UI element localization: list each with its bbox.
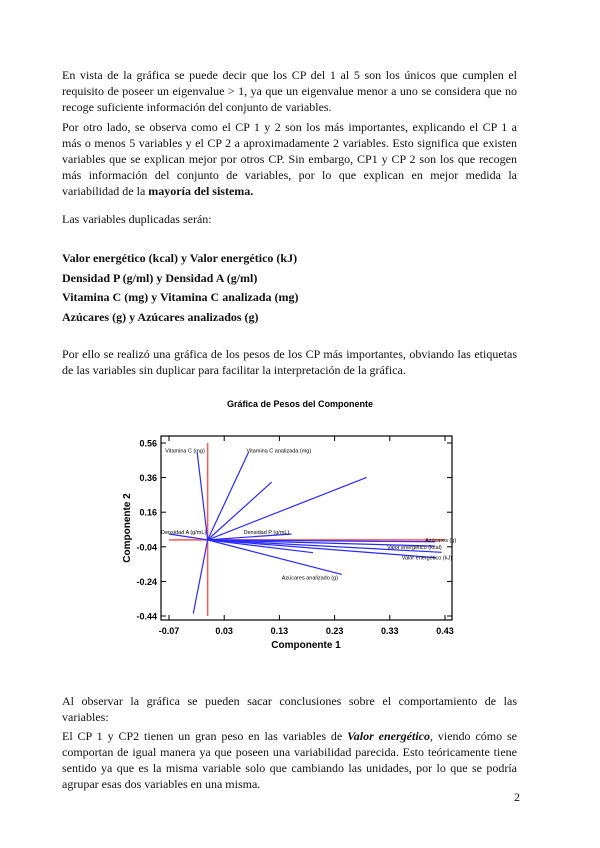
x-tick-label: 0.03	[215, 626, 233, 636]
vector-label: Vitamina C analizada (mg)	[246, 448, 312, 455]
vector-label: Valor energético (kJ)	[401, 555, 453, 562]
duplicated-intro: Las variables duplicadas serán:	[62, 212, 212, 226]
vector-label: Azúcares analizado (g)	[281, 575, 339, 582]
text-line: más información del conjunto de variables, por lo que explican en mejor medida la	[62, 168, 517, 182]
x-tick-label: 0.13	[270, 626, 289, 636]
x-tick-label: -0.07	[158, 626, 180, 636]
text-line: comportan de igual manera ya que poseen una variabilidad parecida. Esto teóricamente tiene	[62, 745, 517, 759]
vector-label: Azúcares (g)	[425, 537, 457, 544]
text-line: Por otro lado, se observa como el CP 1 y 2 son los más importantes, explicando el CP 1 a	[62, 120, 517, 134]
vector-label: Valor energético (kcal)	[387, 545, 442, 552]
text-line: agrupar esas dos variables en una misma.	[62, 777, 261, 791]
duplicated-pair: Valor energético (kcal) y Valor energético (kJ)	[62, 251, 298, 265]
chart-title: Gráfica de Pesos del Componente	[226, 399, 374, 409]
vector-label: Densidad P (g/mL)	[243, 529, 290, 536]
text-line: Al observar la gráfica se pueden sacar conclusiones sobre el comportamiento de las	[62, 694, 517, 708]
bold-text: mayoría del sistema.	[148, 184, 254, 198]
text-line: de las variables sin duplicar para facilitar la interpretación de la gráfica.	[62, 363, 406, 377]
text-line: variables:	[62, 710, 109, 724]
text-line: variables que se explican mejor por otros CP. Sin embargo, CP1 y CP 2 son los que recogen	[62, 152, 517, 166]
plot-frame	[161, 436, 452, 620]
vector-label: Vitamina C (mg)	[165, 448, 205, 455]
vector-label: Densidad A (g/mL)	[161, 529, 207, 536]
loading-vector	[197, 452, 207, 540]
text-line	[62, 728, 517, 744]
loading-vector	[193, 540, 207, 614]
x-axis-title: Componente 1	[271, 640, 341, 651]
text: variabilidad de la	[62, 184, 149, 198]
duplicated-pair: Azúcares (g) y Azúcares analizados (g)	[62, 310, 259, 324]
text-line: requisito de poseer un eigenvalue > 1, ya que un eigenvalue menor a uno se considera que no	[62, 84, 517, 98]
y-tick-label: -0.04	[136, 542, 157, 553]
x-tick-label: 0.33	[381, 626, 399, 636]
text: , viendo cómo se	[430, 729, 517, 743]
duplicated-pair: Vitamina C (mg) y Vitamina C analizada (mg)	[62, 290, 299, 304]
y-tick-label: -0.44	[136, 611, 157, 622]
y-axis-title: Componente 2	[122, 493, 133, 563]
text-line: más o menos 5 variables y el CP 2 a aproximadamente 2 variables. Esto significa que existen	[62, 136, 517, 150]
x-tick-label: 0.23	[325, 626, 344, 636]
duplicated-pair: Densidad P (g/ml) y Densidad A (g/ml)	[62, 271, 258, 285]
y-tick-label: 0.16	[139, 507, 157, 518]
x-tick-label: 0.43	[436, 626, 454, 636]
text: El CP 1 y CP2 tienen un gran peso en las variables de	[62, 729, 348, 743]
y-tick-label: 0.36	[139, 473, 157, 484]
y-tick-label: 0.56	[139, 438, 157, 449]
y-tick-label: -0.24	[136, 576, 157, 587]
page-number: 2	[514, 790, 520, 804]
text-line: recoge suficiente información del conjunto de variables.	[62, 100, 332, 114]
text-line: Por ello se realizó una gráfica de los pesos de los CP más importantes, obviando las etiquetas	[62, 347, 517, 361]
text-line: sentido ya que es la misma variable solo que cambiando las unidades, por lo que se podría	[62, 761, 517, 775]
text-line: En vista de la gráfica se puede decir que los CP del 1 al 5 son los únicos que cumplen el	[62, 68, 517, 82]
emphasis-text: Valor energético	[347, 729, 430, 743]
